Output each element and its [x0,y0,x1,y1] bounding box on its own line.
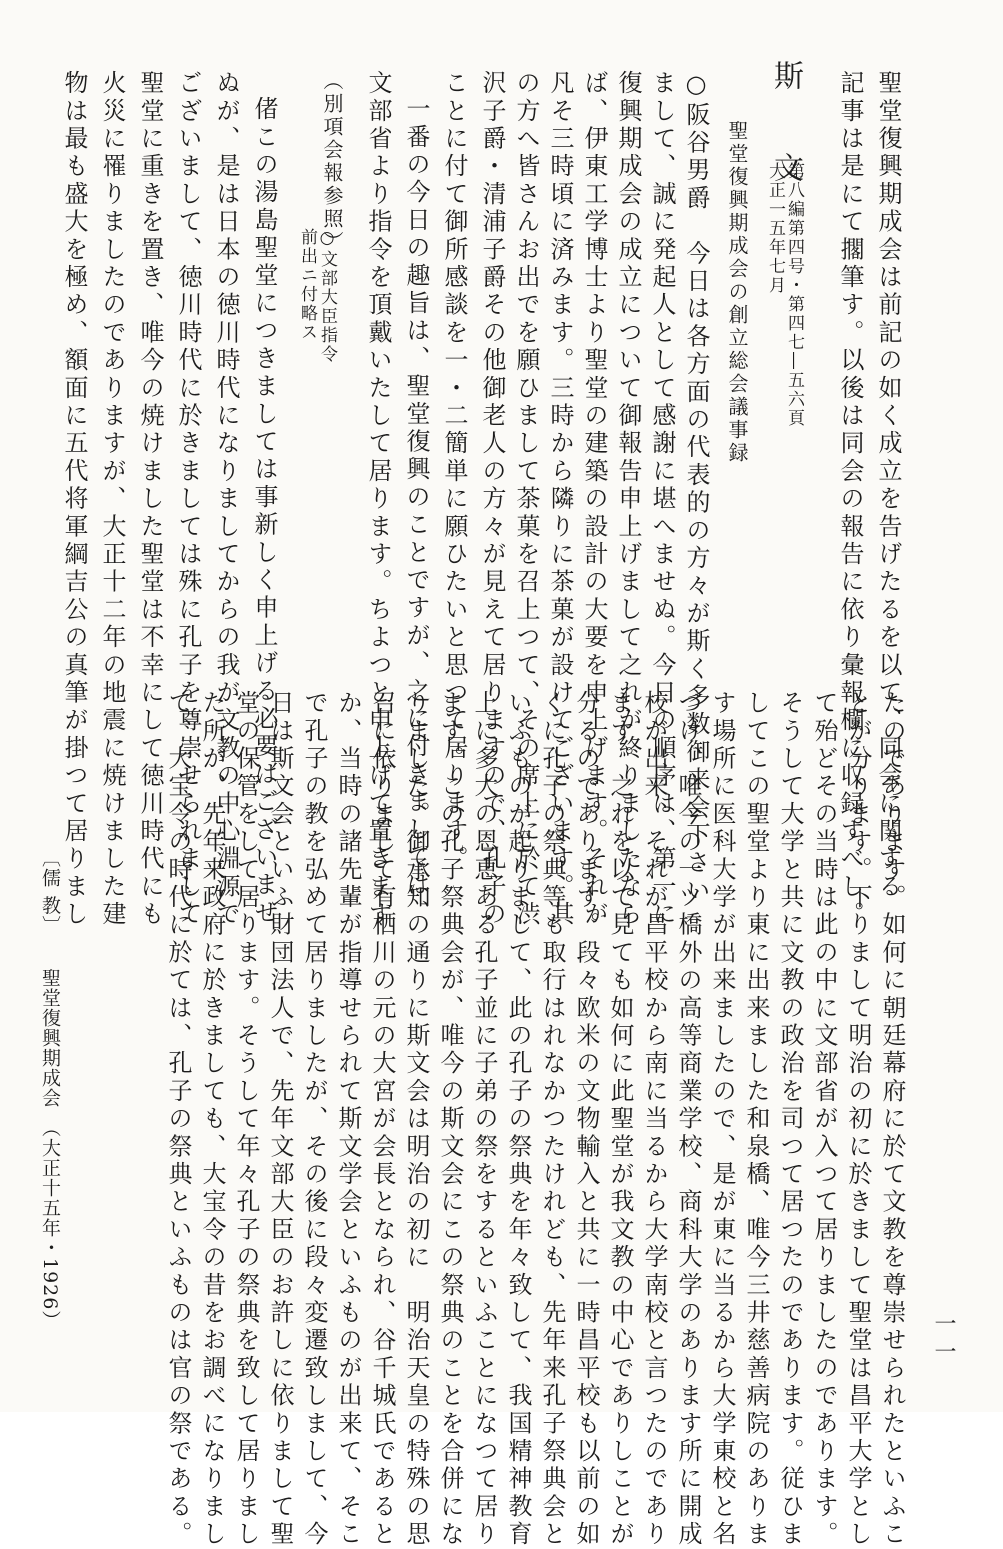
body-line: たのであります。如何に朝廷幕府に於て文教を尊崇せられたといふこ [878,690,906,1549]
body-line: 文部省より指令を頂戴いたして居ります。ちよつと申上げて置きます [364,70,392,929]
body-line: 物は最も盛大を極め、額面に五代将軍綱吉公の真筆が掛つて居りまし [60,70,88,929]
body-line: で孔子の教を弘めて居りましたが、その後に段々変遷致しまして、今 [300,690,328,1549]
body-line: て殆どその当時は此の中に文部省が入つて居りましたのであります。 [810,690,838,1549]
body-line: してこの聖堂より東に出来ました和泉橋、唯今三井慈善病院のありま [742,690,770,1549]
footer-category: 〔儒 教〕 [39,848,61,936]
article-title: 聖堂復興期成会の創立総会議事録 [725,120,749,465]
body-line: いふものが起りまして、此の孔子の祭典を年々致して、我国精神教育 [504,690,532,1549]
body-line: 校が出来、それが昌平校から南に当るから大学南校と言つたのであり [640,690,668,1549]
body-line: の方へ皆さんお出でを願ひまして茶菓を召上つて、その席上に於て渋 [512,70,540,929]
body-line: ございまして、徳川時代に於きましては殊に孔子を尊崇せられまして [174,70,202,929]
intro-line: 聖堂復興期成会は前記の如く成立を告げたるを以て、同会に関する [874,70,902,901]
body-line: 堂の保管をして居ります。そうして年々孔子の祭典を致して居りまし [232,690,260,1549]
body-line: とが分ります。下りまして明治の初に於きまして聖堂は昌平大学とし [844,690,872,1549]
body-line: まして、誠に発起人として感謝に堪へませぬ。今日の順序は、第一に [648,70,676,929]
body-line: 凡そ三時頃に済みます。三時から隣りに茶菓が設けてございます。其 [546,70,574,929]
citation-line: 大正一五年七月 [765,162,785,295]
journal-name: 斯 文 [768,60,803,198]
note-sub-line: 前出ニ付略ス [297,228,317,342]
footer-running-title: 聖堂復興期成会 [39,968,61,1108]
body-line: す場所に医科大学が出来ましたので、是が東に当るから大学東校と名 [708,690,736,1549]
body-line: 上に多大の恩恵ある孔子並に子弟の祭をするといふことになつて居り [470,690,498,1549]
note-reference: （別項会報参照） [320,70,344,254]
body-line: て、大宝令の時代に於ては、孔子の祭典といふものは官の祭である。 [164,690,192,1549]
body-line: ます。この孔子祭典会が、唯今の斯文会にこの祭典のことを合併にな [436,690,464,1549]
body-line: 沢子爵・清浦子爵その他御老人の方々が見えて居りますので、孔子の [478,70,506,929]
body-line: ます。之れを以て見ても如何に此聖堂が我文教の中心でありしことが [606,690,634,1549]
body-line: ば、伊東工学博士より聖堂の建築の設計の大要を申上げます。それが [580,70,608,929]
body-line: ぬが、是は日本の徳川時代になりましてからの我が文教の中心淵源で [212,70,240,929]
intro-line: 記事は是にて擱筆す。以後は同会の報告に依り彙報欄に収録すべし。 [836,70,864,929]
body-line: 日は斯文会といふ財団法人で、先年文部大臣のお許しに依りまして聖 [266,690,294,1549]
body-line: 偖この湯島聖堂につきましては事新しく申上げる必要はございませ [250,96,278,927]
body-line: 火災に罹りましたのでありますが、大正十二年の地震に焼けました建 [98,70,126,929]
page-number: 一一 [931,1312,956,1368]
body-line: りました。御承知の通りに斯文会は明治の初に 明治天皇の特殊の思 [402,690,430,1549]
body-line: づけ、唯今の一ツ橋外の高等商業学校、商科大学のあります所に開成 [674,690,702,1549]
body-line: ことに付て御所感談を一・二簡単に願ひたいと思つて居ります。 [440,70,468,874]
footer-date: （大正十五年・1926） [39,1118,61,1331]
body-line: くに孔子の祭典等も取行はれなかつたけれども、先年来孔子祭典会と [538,690,566,1549]
body-line: 復興期成会の成立について御報告申上げまして之れが終りましたなら [614,70,642,929]
body-line: ○阪谷男爵 今日は各方面の代表的の方々が斯く多数御来会下さい [682,70,710,905]
citation-line: 第八編第四号・第四七―五六頁 [784,162,804,428]
note-sub-line: ○文部大臣指令 [317,228,337,364]
body-line: 聖堂に重きを置き、唯今の焼けました聖堂は不幸にして徳川時代にも [136,70,164,929]
body-line: た所が、先年来政府に於きましても、大宝令の昔をお調べになりまし [198,690,226,1549]
body-line: 分るのであります。段々欧米の文物輸入と共に一時昌平校も以前の如 [572,690,600,1549]
body-line: そうして大学と共に文教の政治を司つて居つたのであります。従ひま [776,690,804,1549]
body-line: か、当時の諸先輩が指導せられて斯文学会といふものが出来て、そこ [334,690,362,1549]
body-line: 召に依りまして有栖川の元の大宮が会長となられ、谷千城氏であると [368,690,396,1549]
body-line: 一番の今日の趣旨は、聖堂復興のことですが、之に付きましては、 [402,96,430,927]
